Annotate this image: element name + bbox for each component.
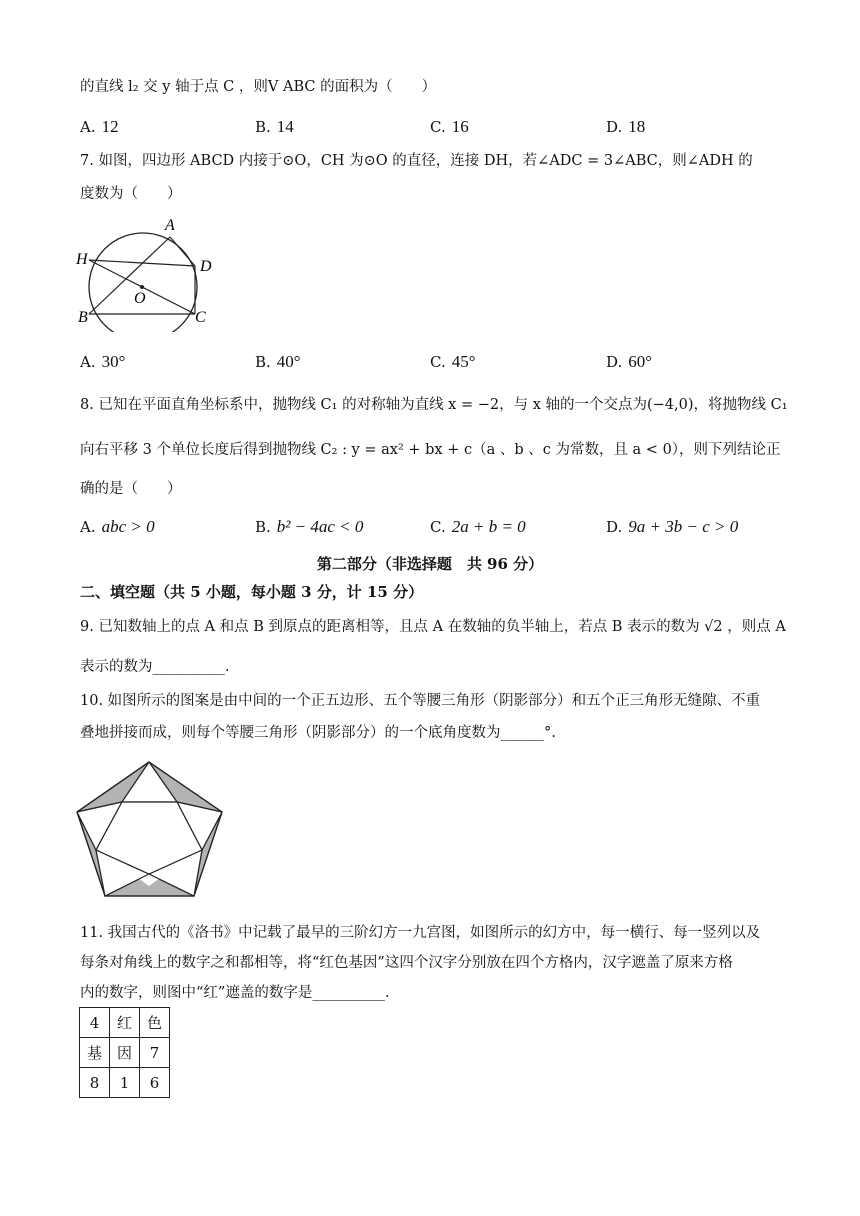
q6-option-b[interactable]: B. 14 xyxy=(255,117,294,136)
table-row xyxy=(80,1038,170,1068)
q10-line-1: 10. 如图所示的图案是由中间的一个正五边形、五个等腰三角形（阴影部分）和五个正三角形无缝隙、不重 xyxy=(80,693,761,709)
q7-circle-figure xyxy=(72,214,232,332)
q8-option-c[interactable]: C. 2a + b = 0 xyxy=(430,517,526,536)
q6-option-d[interactable]: D. 18 xyxy=(606,117,646,136)
cell: 因 xyxy=(110,1038,140,1068)
q7-option-c[interactable]: C. 45° xyxy=(430,352,476,371)
q7-line-2: 度数为（ ） xyxy=(80,186,182,202)
q7-option-a[interactable]: A. 30° xyxy=(80,352,126,371)
cell: 红 xyxy=(110,1008,140,1038)
magic-square-table xyxy=(79,1007,170,1098)
cell: 7 xyxy=(140,1038,170,1068)
q11-line-1: 11. 我国古代的《洛书》中记载了最早的三阶幻方一九宫图，如图所示的幻方中，每一横行、每一竖列以及 xyxy=(80,925,761,941)
cell: 色 xyxy=(140,1008,170,1038)
cell: 1 xyxy=(110,1068,140,1098)
center-point xyxy=(140,285,144,289)
section2-title: 二、填空题（共 5 小题，每小题 3 分，计 15 分） xyxy=(80,583,424,601)
cell: 8 xyxy=(80,1068,110,1098)
q7-line-1: 7. 如图，四边形 ABCD 内接于⊙O，CH 为⊙O 的直径，连接 DH，若∠ADC = 3∠ABC，则∠ADH 的 xyxy=(80,153,753,169)
q7-options xyxy=(80,352,800,376)
q7-option-d[interactable]: D. 60° xyxy=(606,352,653,371)
label-d: D xyxy=(200,258,212,275)
q6-option-a[interactable]: A. 12 xyxy=(80,117,119,136)
q6-options xyxy=(80,117,800,141)
label-b: B xyxy=(78,309,88,326)
label-h: H xyxy=(76,251,88,268)
q8-option-b[interactable]: B. b² − 4ac < 0 xyxy=(255,517,364,536)
q8-options xyxy=(80,517,800,541)
q6-tail-text: 的直线 l₂ 交 y 轴于点 C ，则V ABC 的面积为（ ） xyxy=(80,79,437,95)
segment-ad xyxy=(170,237,195,266)
circle-o xyxy=(89,233,197,332)
cell: 基 xyxy=(80,1038,110,1068)
q10-pentagon-figure xyxy=(74,756,240,902)
q9-line-2: 表示的数为__________. xyxy=(80,659,230,675)
q9-line-1: 9. 已知数轴上的点 A 和点 B 到原点的距离相等，且点 A 在数轴的负半轴上，若点 B 表示的数为 √2 ，则点 A xyxy=(80,619,786,635)
cell: 6 xyxy=(140,1068,170,1098)
q8-line-3: 确的是（ ） xyxy=(80,481,182,497)
q8-option-d[interactable]: D. 9a + 3b − c > 0 xyxy=(606,517,739,536)
part2-title: 第二部分（非选择题 共 96 分） xyxy=(316,555,544,573)
q6-option-c[interactable]: C. 16 xyxy=(430,117,469,136)
segment-ba xyxy=(89,237,170,314)
label-c: C xyxy=(195,309,206,326)
table-row xyxy=(80,1068,170,1098)
q8-option-a[interactable]: A. abc > 0 xyxy=(80,517,155,536)
q7-option-b[interactable]: B. 40° xyxy=(255,352,301,371)
q11-line-2: 每条对角线上的数字之和都相等，将“红色基因”这四个汉字分别放在四个方格内，汉字遮盖了原来方格 xyxy=(80,955,733,971)
q10-line-2: 叠地拼接而成，则每个等腰三角形（阴影部分）的一个底角度数为______°. xyxy=(80,725,556,741)
label-o: O xyxy=(134,290,146,307)
q11-line-3: 内的数字，则图中“红”遮盖的数字是__________. xyxy=(80,985,390,1001)
q8-line-2: 向右平移 3 个单位长度后得到抛物线 C₂ : y = ax² + bx + c（a 、b 、c 为常数，且 a < 0），则下列结论正 xyxy=(80,442,781,458)
q8-line-1: 8. 已知在平面直角坐标系中，抛物线 C₁ 的对称轴为直线 x = −2，与 x 轴的一个交点为(−4,0)，将抛物线 C₁ xyxy=(80,397,788,413)
table-row xyxy=(80,1008,170,1038)
cell: 4 xyxy=(80,1008,110,1038)
label-a: A xyxy=(165,217,175,234)
